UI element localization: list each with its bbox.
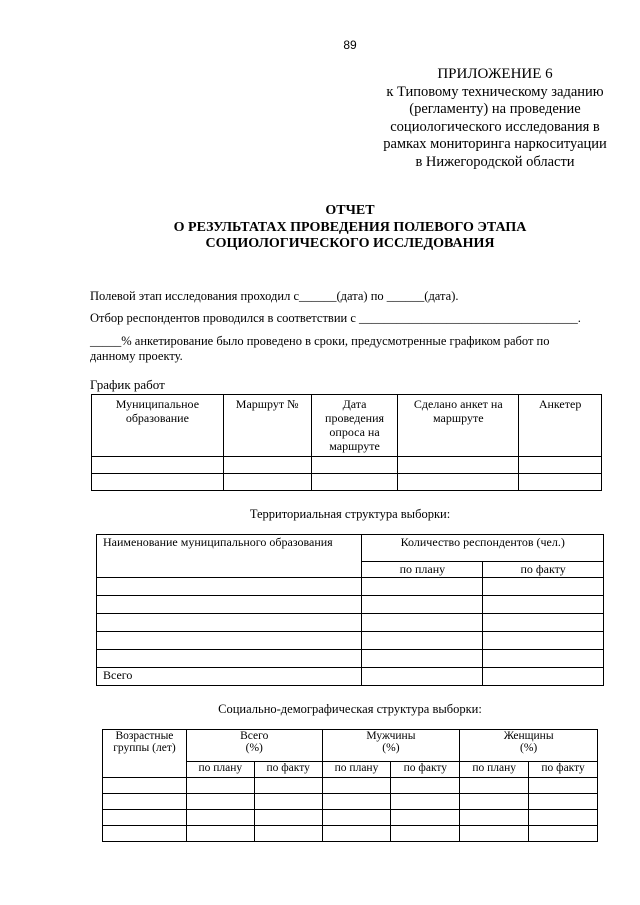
report-title: [120, 203, 580, 253]
column-header: Анкетер: [519, 395, 602, 457]
group-label: Мужчины: [366, 730, 416, 742]
appendix-title: ПРИЛОЖЕНИЕ 6: [437, 66, 553, 82]
table-row: [103, 778, 598, 794]
appendix-line: социологического исследования в: [390, 118, 600, 135]
demographic-caption: Социально-демографическая структура выборки:: [218, 702, 482, 716]
appendix-line: рамках мониторинга наркоситуации: [383, 136, 607, 152]
report-title-line: СОЦИОЛОГИЧЕСКОГО ИССЛЕДОВАНИЯ: [205, 236, 495, 251]
group-label: Всего: [240, 730, 269, 742]
column-header: Количество респондентов (чел.): [362, 535, 604, 562]
demographic-table: [102, 729, 598, 842]
table-row: [97, 632, 604, 650]
table-row: [92, 457, 602, 474]
table-row: [103, 826, 598, 842]
column-header: Сделано анкет на маршруте: [398, 395, 519, 457]
column-header: по факту: [254, 762, 322, 778]
table-header-row: [97, 535, 604, 562]
paragraph-schedule: _____% анкетирование было проведено в сроки, предусмотренные графиком работ по данному проекту.: [90, 334, 550, 363]
column-header: по факту: [391, 762, 460, 778]
column-header: по плану: [186, 762, 254, 778]
schedule-label: График работ: [90, 377, 165, 392]
table-row: [97, 578, 604, 596]
territorial-caption: Территориальная структура выборки:: [249, 507, 451, 521]
table-row: [92, 474, 602, 491]
percent-label: (%): [382, 742, 400, 754]
appendix-line: к Типовому техническому заданию: [386, 83, 604, 100]
table-row-total: [97, 668, 604, 686]
appendix-line: (регламенту) на проведение: [409, 101, 581, 117]
table-row: [97, 596, 604, 614]
report-title-line: О РЕЗУЛЬТАТАХ ПРОВЕДЕНИЯ ПОЛЕВОГО ЭТАПА: [173, 219, 527, 235]
percent-label: (%): [245, 742, 263, 754]
report-title-line: ОТЧЕТ: [325, 203, 375, 218]
column-header: Муниципальное образование: [92, 395, 224, 457]
column-header: по факту: [483, 562, 604, 578]
table-row: [97, 614, 604, 632]
column-header: Возрастные группы (лет): [103, 730, 187, 778]
group-label: Женщины: [503, 730, 554, 742]
column-header: [322, 730, 460, 762]
total-label: Всего: [97, 668, 362, 686]
column-header: [460, 730, 598, 762]
column-header: Дата проведения опроса на маршруте: [311, 395, 398, 457]
table-row: [103, 810, 598, 826]
table-header-row: [103, 730, 598, 762]
column-header: [186, 730, 322, 762]
appendix-line: в Нижегородской области: [415, 153, 575, 170]
column-header: Наименование муниципального образования: [97, 535, 362, 578]
column-header: Маршрут №: [223, 395, 311, 457]
territorial-table: [96, 534, 604, 686]
page-number: 89: [343, 38, 357, 52]
column-header: по плану: [460, 762, 529, 778]
appendix-header: [360, 66, 630, 171]
percent-label: (%): [520, 742, 538, 754]
table-header-row: [92, 395, 602, 457]
schedule-table: [91, 394, 602, 491]
paragraph-dates: Полевой этап исследования проходил с______(дата) по ______(дата).: [90, 289, 459, 303]
column-header: по плану: [362, 562, 483, 578]
table-row: [103, 794, 598, 810]
table-row: [97, 650, 604, 668]
column-header: по плану: [322, 762, 391, 778]
paragraph-selection: Отбор респондентов проводился в соответствии с ___________________________________.: [90, 311, 581, 325]
column-header: по факту: [529, 762, 598, 778]
